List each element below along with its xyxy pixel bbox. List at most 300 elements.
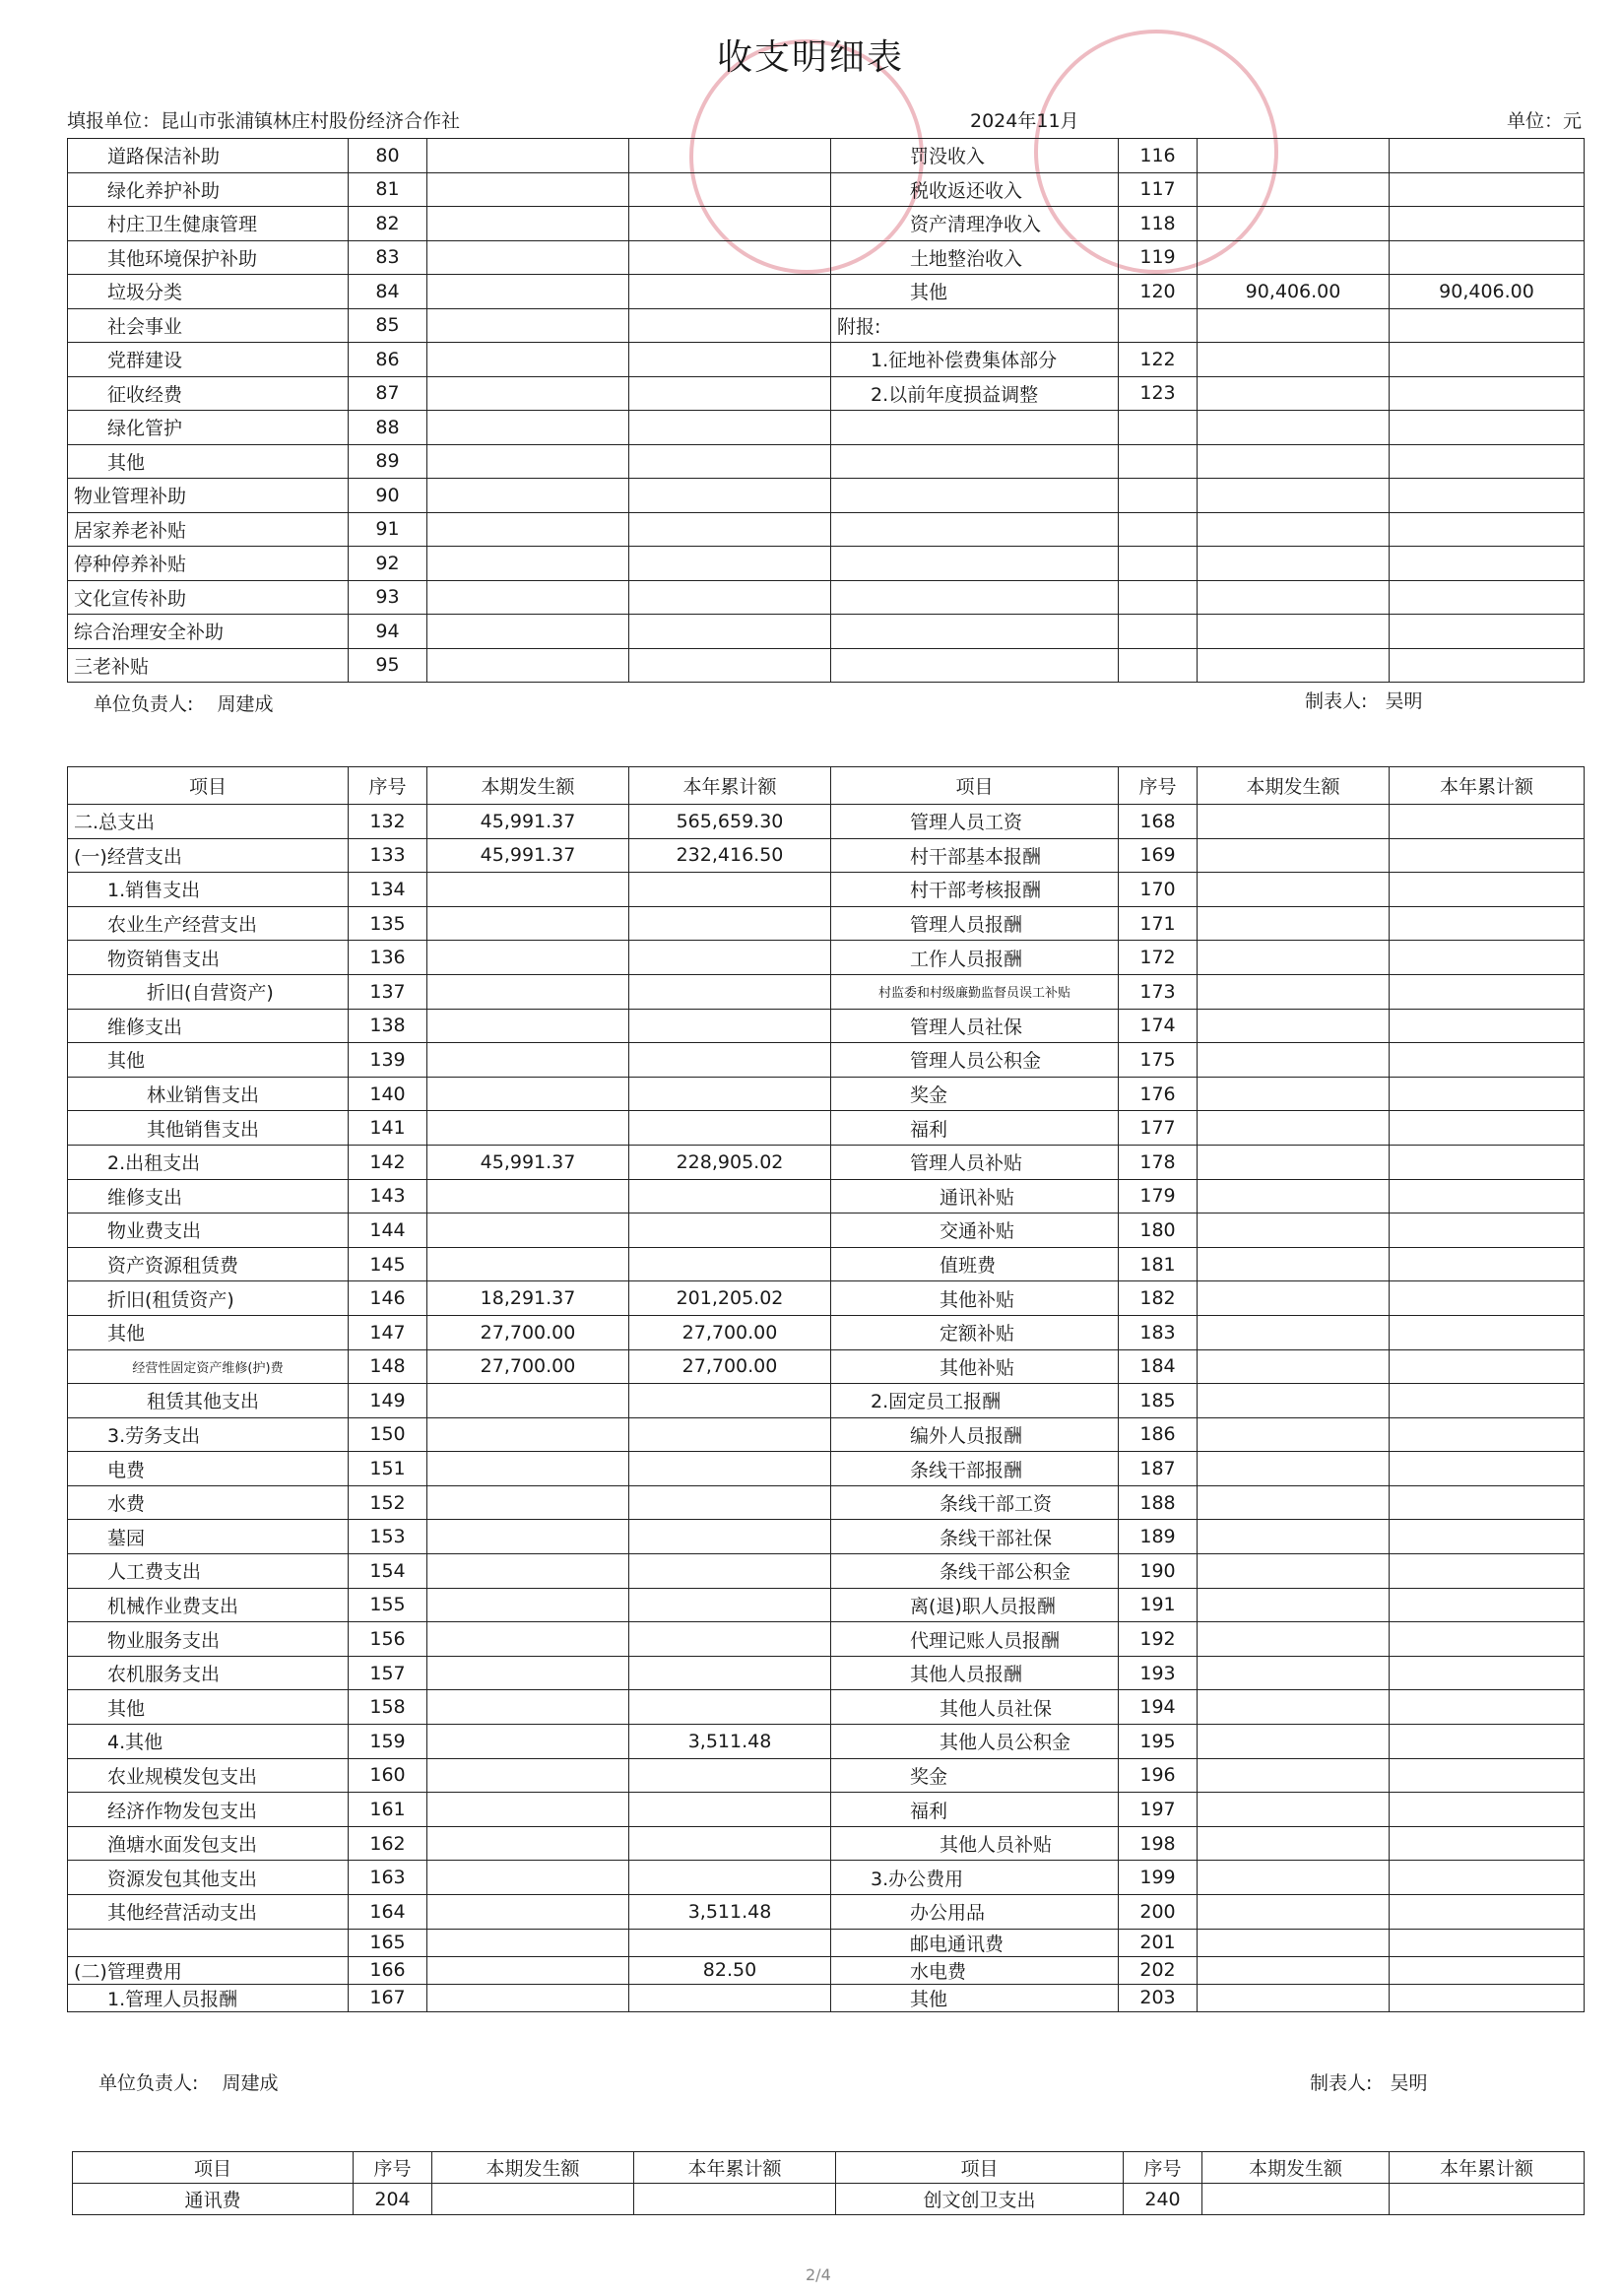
serial-no-cell: 144: [349, 1214, 427, 1248]
serial-no-cell: 95: [349, 648, 427, 683]
table-row: [68, 1656, 1585, 1690]
current-amount-cell: [427, 1622, 629, 1657]
serial-no-cell: 147: [349, 1315, 427, 1349]
serial-no-cell: 203: [1119, 1984, 1198, 2011]
ytd-amount-cell: [629, 1077, 831, 1111]
table-row: [68, 1145, 1585, 1179]
serial-no-cell: 148: [349, 1349, 427, 1384]
table-row: [68, 1077, 1585, 1111]
table-row: [68, 1554, 1585, 1589]
serial-no-cell: 80: [349, 139, 427, 173]
item-cell: 党群建设: [68, 343, 349, 377]
table-row: [68, 615, 1585, 649]
item-cell: 折旧(租赁资产): [68, 1281, 349, 1316]
serial-no-cell: 196: [1119, 1758, 1198, 1793]
serial-no-cell: 162: [349, 1826, 427, 1861]
serial-no-cell: 84: [349, 275, 427, 309]
serial-no-cell: 163: [349, 1861, 427, 1895]
table-row: [68, 1247, 1585, 1281]
item-cell: 物业服务支出: [68, 1622, 349, 1657]
table-row: [68, 308, 1585, 343]
item-cell: [831, 648, 1119, 683]
item-cell: 村监委和村级廉勤监督员误工补贴: [831, 974, 1119, 1009]
item-cell: 居家养老补贴: [68, 512, 349, 547]
item-cell: 土地整治收入: [831, 240, 1119, 275]
item-cell: 综合治理安全补助: [68, 615, 349, 649]
section1-preparer: 制表人: 吴明: [1305, 690, 1423, 712]
current-amount-cell: [427, 1043, 629, 1078]
ytd-amount-cell: [1390, 906, 1585, 941]
ytd-amount-cell: [1390, 1984, 1585, 2011]
current-amount-cell: [1198, 615, 1390, 649]
serial-no-cell: 159: [349, 1725, 427, 1759]
current-amount-cell: [427, 1826, 629, 1861]
ytd-amount-cell: [1390, 376, 1585, 411]
ytd-amount-cell: [1390, 873, 1585, 907]
ytd-amount-cell: [1390, 1895, 1585, 1930]
serial-no-cell: [1119, 411, 1198, 445]
ytd-amount-cell: [1390, 1315, 1585, 1349]
item-cell: 管理人员社保: [831, 1009, 1119, 1043]
serial-no-cell: [1119, 308, 1198, 343]
item-cell: 管理人员公积金: [831, 1043, 1119, 1078]
current-amount-cell: [427, 512, 629, 547]
section1-table: [67, 138, 1585, 683]
serial-no-cell: 177: [1119, 1111, 1198, 1146]
item-cell: 人工费支出: [68, 1554, 349, 1589]
ytd-amount-cell: [629, 512, 831, 547]
serial-no-cell: 176: [1119, 1077, 1198, 1111]
ytd-amount-cell: [1390, 1793, 1585, 1827]
ytd-amount-cell: [1390, 1554, 1585, 1589]
ytd-amount-cell: [1390, 1281, 1585, 1316]
current-amount-cell: [1198, 1214, 1390, 1248]
serial-no-cell: 193: [1119, 1656, 1198, 1690]
ytd-amount-cell: [629, 139, 831, 173]
item-cell: 道路保洁补助: [68, 139, 349, 173]
serial-no-cell: 145: [349, 1247, 427, 1281]
table-row: [68, 207, 1585, 241]
item-cell: 物业费支出: [68, 1214, 349, 1248]
ytd-amount-cell: [1390, 1588, 1585, 1622]
column-header: 项目: [68, 767, 349, 805]
serial-no-cell: 161: [349, 1793, 427, 1827]
ytd-amount-cell: [1390, 1145, 1585, 1179]
ytd-amount-cell: 232,416.50: [629, 838, 831, 873]
current-amount-cell: [1198, 1043, 1390, 1078]
item-cell: [831, 444, 1119, 479]
current-amount-cell: [1198, 1554, 1390, 1589]
current-amount-cell: [427, 547, 629, 581]
item-cell: 经济作物发包支出: [68, 1793, 349, 1827]
item-cell: 通讯补贴: [831, 1179, 1119, 1214]
table-row: [68, 1384, 1585, 1418]
serial-no-cell: [1119, 479, 1198, 513]
current-amount-cell: [1198, 376, 1390, 411]
serial-no-cell: 183: [1119, 1315, 1198, 1349]
item-cell: 村干部考核报酬: [831, 873, 1119, 907]
serial-no-cell: 90: [349, 479, 427, 513]
serial-no-cell: 120: [1119, 275, 1198, 309]
ytd-amount-cell: [1390, 240, 1585, 275]
item-cell: 1.销售支出: [68, 873, 349, 907]
item-cell: 其他环境保护补助: [68, 240, 349, 275]
current-amount-cell: [427, 1758, 629, 1793]
item-cell: [68, 1929, 349, 1956]
ytd-amount-cell: [1390, 1417, 1585, 1452]
ytd-amount-cell: [1390, 308, 1585, 343]
current-amount-cell: 27,700.00: [427, 1315, 629, 1349]
current-amount-cell: [427, 1929, 629, 1956]
serial-no-cell: 157: [349, 1656, 427, 1690]
current-amount-cell: [427, 1861, 629, 1895]
ytd-amount-cell: 565,659.30: [629, 805, 831, 839]
serial-no-cell: 184: [1119, 1349, 1198, 1384]
item-cell: 奖金: [831, 1077, 1119, 1111]
current-amount-cell: [432, 2184, 634, 2215]
item-cell: 绿化管护: [68, 411, 349, 445]
item-cell: 条线干部报酬: [831, 1452, 1119, 1486]
current-amount-cell: [1198, 1690, 1390, 1725]
serial-no-cell: 137: [349, 974, 427, 1009]
serial-no-cell: 86: [349, 343, 427, 377]
current-amount-cell: [1198, 1145, 1390, 1179]
serial-no-cell: 94: [349, 615, 427, 649]
ytd-amount-cell: [629, 1111, 831, 1146]
ytd-amount-cell: [1390, 1179, 1585, 1214]
item-cell: 农业规模发包支出: [68, 1758, 349, 1793]
serial-no-cell: [1119, 615, 1198, 649]
item-cell: 管理人员报酬: [831, 906, 1119, 941]
table-row: [68, 873, 1585, 907]
current-amount-cell: [1198, 240, 1390, 275]
serial-no-cell: 135: [349, 906, 427, 941]
current-amount-cell: [1198, 1179, 1390, 1214]
ytd-amount-cell: [1390, 1826, 1585, 1861]
serial-no-cell: [1119, 547, 1198, 581]
current-amount-cell: [1198, 172, 1390, 207]
current-amount-cell: [1198, 547, 1390, 581]
table-row: [73, 2184, 1585, 2215]
serial-no-cell: 189: [1119, 1520, 1198, 1554]
item-cell: 管理人员补贴: [831, 1145, 1119, 1179]
current-amount-cell: [427, 941, 629, 975]
ytd-amount-cell: [629, 1043, 831, 1078]
header-row: [68, 767, 1585, 805]
serial-no-cell: 138: [349, 1009, 427, 1043]
table-row: [68, 941, 1585, 975]
item-cell: 三老补贴: [68, 648, 349, 683]
page-number: 2/4: [806, 2265, 831, 2284]
serial-no-cell: 119: [1119, 240, 1198, 275]
ytd-amount-cell: [629, 1793, 831, 1827]
ytd-amount-cell: [1390, 411, 1585, 445]
ytd-amount-cell: [629, 1984, 831, 2011]
ytd-amount-cell: [1390, 1247, 1585, 1281]
column-header: 本年累计额: [1390, 767, 1585, 805]
current-amount-cell: [1202, 2184, 1390, 2215]
current-amount-cell: [427, 1895, 629, 1930]
item-cell: 绿化养护补助: [68, 172, 349, 207]
serial-no-cell: 146: [349, 1281, 427, 1316]
item-cell: 其他人员社保: [831, 1690, 1119, 1725]
ytd-amount-cell: [629, 1384, 831, 1418]
ytd-amount-cell: [629, 1758, 831, 1793]
section3-table: [72, 2151, 1585, 2215]
current-amount-cell: [1198, 1077, 1390, 1111]
serial-no-cell: 82: [349, 207, 427, 241]
current-amount-cell: [427, 1485, 629, 1520]
table-row: [68, 648, 1585, 683]
current-amount-cell: [427, 1520, 629, 1554]
serial-no-cell: 140: [349, 1077, 427, 1111]
serial-no-cell: 169: [1119, 838, 1198, 873]
ytd-amount-cell: [1390, 207, 1585, 241]
item-cell: 福利: [831, 1793, 1119, 1827]
table-row: [68, 172, 1585, 207]
item-cell: [831, 411, 1119, 445]
table-row: [68, 1009, 1585, 1043]
current-amount-cell: [1198, 1984, 1390, 2011]
current-amount-cell: [427, 873, 629, 907]
table-row: [68, 240, 1585, 275]
serial-no-cell: 87: [349, 376, 427, 411]
table-row: [68, 1895, 1585, 1930]
ytd-amount-cell: [629, 580, 831, 615]
item-cell: 条线干部公积金: [831, 1554, 1119, 1589]
header-row: [73, 2152, 1585, 2184]
item-cell: [831, 580, 1119, 615]
column-header: 本年累计额: [1390, 2152, 1585, 2184]
current-amount-cell: [427, 648, 629, 683]
item-cell: 其他: [68, 444, 349, 479]
current-amount-cell: [1198, 1349, 1390, 1384]
current-amount-cell: [1198, 1452, 1390, 1486]
item-cell: 附报:: [831, 308, 1119, 343]
item-cell: 其他人员报酬: [831, 1656, 1119, 1690]
ytd-amount-cell: [1390, 1111, 1585, 1146]
serial-no-cell: 186: [1119, 1417, 1198, 1452]
serial-no-cell: 139: [349, 1043, 427, 1078]
item-cell: 水电费: [831, 1956, 1119, 1984]
item-cell: 其他人员公积金: [831, 1725, 1119, 1759]
current-amount-cell: [427, 139, 629, 173]
current-amount-cell: [427, 308, 629, 343]
current-amount-cell: [427, 444, 629, 479]
ytd-amount-cell: [1390, 512, 1585, 547]
serial-no-cell: 180: [1119, 1214, 1198, 1248]
ytd-amount-cell: [629, 411, 831, 445]
current-amount-cell: [427, 1111, 629, 1146]
table-row: [68, 547, 1585, 581]
ytd-amount-cell: [1390, 1214, 1585, 1248]
section1-responsible-person: 单位负责人: 周建成: [94, 693, 274, 715]
current-amount-cell: [1198, 805, 1390, 839]
item-cell: 村干部基本报酬: [831, 838, 1119, 873]
current-amount-cell: [427, 411, 629, 445]
serial-no-cell: 154: [349, 1554, 427, 1589]
current-amount-cell: [1198, 941, 1390, 975]
ytd-amount-cell: [629, 1452, 831, 1486]
serial-no-cell: 178: [1119, 1145, 1198, 1179]
ytd-amount-cell: [629, 240, 831, 275]
item-cell: 其他人员补贴: [831, 1826, 1119, 1861]
table-row: [68, 974, 1585, 1009]
ytd-amount-cell: [1390, 139, 1585, 173]
serial-no-cell: 174: [1119, 1009, 1198, 1043]
serial-no-cell: 199: [1119, 1861, 1198, 1895]
item-cell: 折旧(自营资产): [68, 974, 349, 1009]
table-row: [68, 1179, 1585, 1214]
item-cell: 租赁其他支出: [68, 1384, 349, 1418]
item-cell: 2.出租支出: [68, 1145, 349, 1179]
serial-no-cell: 149: [349, 1384, 427, 1418]
ytd-amount-cell: [634, 2184, 836, 2215]
current-amount-cell: 45,991.37: [427, 838, 629, 873]
item-cell: 文化宣传补助: [68, 580, 349, 615]
serial-no-cell: 202: [1119, 1956, 1198, 1984]
current-amount-cell: [1198, 1384, 1390, 1418]
item-cell: 社会事业: [68, 308, 349, 343]
item-cell: 通讯费: [73, 2184, 354, 2215]
current-amount-cell: [427, 580, 629, 615]
ytd-amount-cell: [629, 275, 831, 309]
current-amount-cell: [1198, 1315, 1390, 1349]
serial-no-cell: 240: [1124, 2184, 1202, 2215]
serial-no-cell: 153: [349, 1520, 427, 1554]
current-amount-cell: [1198, 580, 1390, 615]
section2-table: [67, 766, 1585, 2012]
ytd-amount-cell: [629, 1009, 831, 1043]
item-cell: 渔塘水面发包支出: [68, 1826, 349, 1861]
serial-no-cell: 171: [1119, 906, 1198, 941]
item-cell: 其他: [68, 1315, 349, 1349]
item-cell: 工作人员报酬: [831, 941, 1119, 975]
current-amount-cell: [427, 974, 629, 1009]
item-cell: 资产清理净收入: [831, 207, 1119, 241]
current-amount-cell: [1198, 1956, 1390, 1984]
item-cell: 经营性固定资产维修(护)费: [68, 1349, 349, 1384]
ytd-amount-cell: [1390, 974, 1585, 1009]
serial-no-cell: 191: [1119, 1588, 1198, 1622]
current-amount-cell: [1198, 1247, 1390, 1281]
item-cell: [831, 547, 1119, 581]
ytd-amount-cell: [1390, 1485, 1585, 1520]
item-cell: 2.固定员工报酬: [831, 1384, 1119, 1418]
ytd-amount-cell: [629, 479, 831, 513]
ytd-amount-cell: [1390, 805, 1585, 839]
serial-no-cell: 185: [1119, 1384, 1198, 1418]
current-amount-cell: [427, 376, 629, 411]
ytd-amount-cell: [629, 615, 831, 649]
current-amount-cell: [1198, 1588, 1390, 1622]
table-row: [68, 1281, 1585, 1316]
ytd-amount-cell: [629, 1247, 831, 1281]
ytd-amount-cell: [629, 376, 831, 411]
ytd-amount-cell: [629, 308, 831, 343]
table-row: [68, 1793, 1585, 1827]
serial-no-cell: 141: [349, 1111, 427, 1146]
ytd-amount-cell: [1390, 580, 1585, 615]
serial-no-cell: 201: [1119, 1929, 1198, 1956]
serial-no-cell: 155: [349, 1588, 427, 1622]
item-cell: 1.管理人员报酬: [68, 1984, 349, 2011]
current-amount-cell: [427, 1956, 629, 1984]
column-header: 序号: [1119, 767, 1198, 805]
item-cell: 税收返还收入: [831, 172, 1119, 207]
serial-no-cell: [1119, 648, 1198, 683]
serial-no-cell: 142: [349, 1145, 427, 1179]
serial-no-cell: 194: [1119, 1690, 1198, 1725]
serial-no-cell: 136: [349, 941, 427, 975]
item-cell: 其他: [831, 275, 1119, 309]
current-amount-cell: [427, 1793, 629, 1827]
section2-preparer: 制表人: 吴明: [1310, 2072, 1428, 2094]
ytd-amount-cell: [1390, 1520, 1585, 1554]
item-cell: 办公用品: [831, 1895, 1119, 1930]
item-cell: 3.劳务支出: [68, 1417, 349, 1452]
table-row: [68, 139, 1585, 173]
serial-no-cell: 132: [349, 805, 427, 839]
item-cell: [831, 479, 1119, 513]
current-amount-cell: [427, 240, 629, 275]
serial-no-cell: 187: [1119, 1452, 1198, 1486]
ytd-amount-cell: [1390, 172, 1585, 207]
table-row: [68, 1622, 1585, 1657]
table-row: [68, 1956, 1585, 1984]
serial-no-cell: 197: [1119, 1793, 1198, 1827]
ytd-amount-cell: [629, 941, 831, 975]
ytd-amount-cell: [629, 1690, 831, 1725]
item-cell: 二.总支出: [68, 805, 349, 839]
ytd-amount-cell: [629, 1826, 831, 1861]
current-amount-cell: [427, 1417, 629, 1452]
current-amount-cell: [1198, 906, 1390, 941]
current-amount-cell: 90,406.00: [1198, 275, 1390, 309]
serial-no-cell: 164: [349, 1895, 427, 1930]
item-cell: 福利: [831, 1111, 1119, 1146]
current-amount-cell: [1198, 512, 1390, 547]
ytd-amount-cell: [1390, 648, 1585, 683]
ytd-amount-cell: 27,700.00: [629, 1315, 831, 1349]
serial-no-cell: 118: [1119, 207, 1198, 241]
serial-no-cell: 175: [1119, 1043, 1198, 1078]
serial-no-cell: 150: [349, 1417, 427, 1452]
current-amount-cell: [1198, 1793, 1390, 1827]
current-amount-cell: [1198, 1009, 1390, 1043]
current-amount-cell: [1198, 411, 1390, 445]
serial-no-cell: 170: [1119, 873, 1198, 907]
column-header: 项目: [831, 767, 1119, 805]
item-cell: 条线干部工资: [831, 1485, 1119, 1520]
table-row: [68, 1452, 1585, 1486]
column-header: 本年累计额: [629, 767, 831, 805]
ytd-amount-cell: [629, 1485, 831, 1520]
table-row: [68, 1690, 1585, 1725]
serial-no-cell: [1119, 444, 1198, 479]
table-row: [68, 906, 1585, 941]
table-row: [68, 1417, 1585, 1452]
current-amount-cell: [1198, 974, 1390, 1009]
item-cell: 其他: [68, 1043, 349, 1078]
serial-no-cell: 117: [1119, 172, 1198, 207]
ytd-amount-cell: [629, 1554, 831, 1589]
current-amount-cell: [427, 1554, 629, 1589]
serial-no-cell: 91: [349, 512, 427, 547]
item-cell: 其他补贴: [831, 1349, 1119, 1384]
ytd-amount-cell: 201,205.02: [629, 1281, 831, 1316]
serial-no-cell: 204: [354, 2184, 432, 2215]
